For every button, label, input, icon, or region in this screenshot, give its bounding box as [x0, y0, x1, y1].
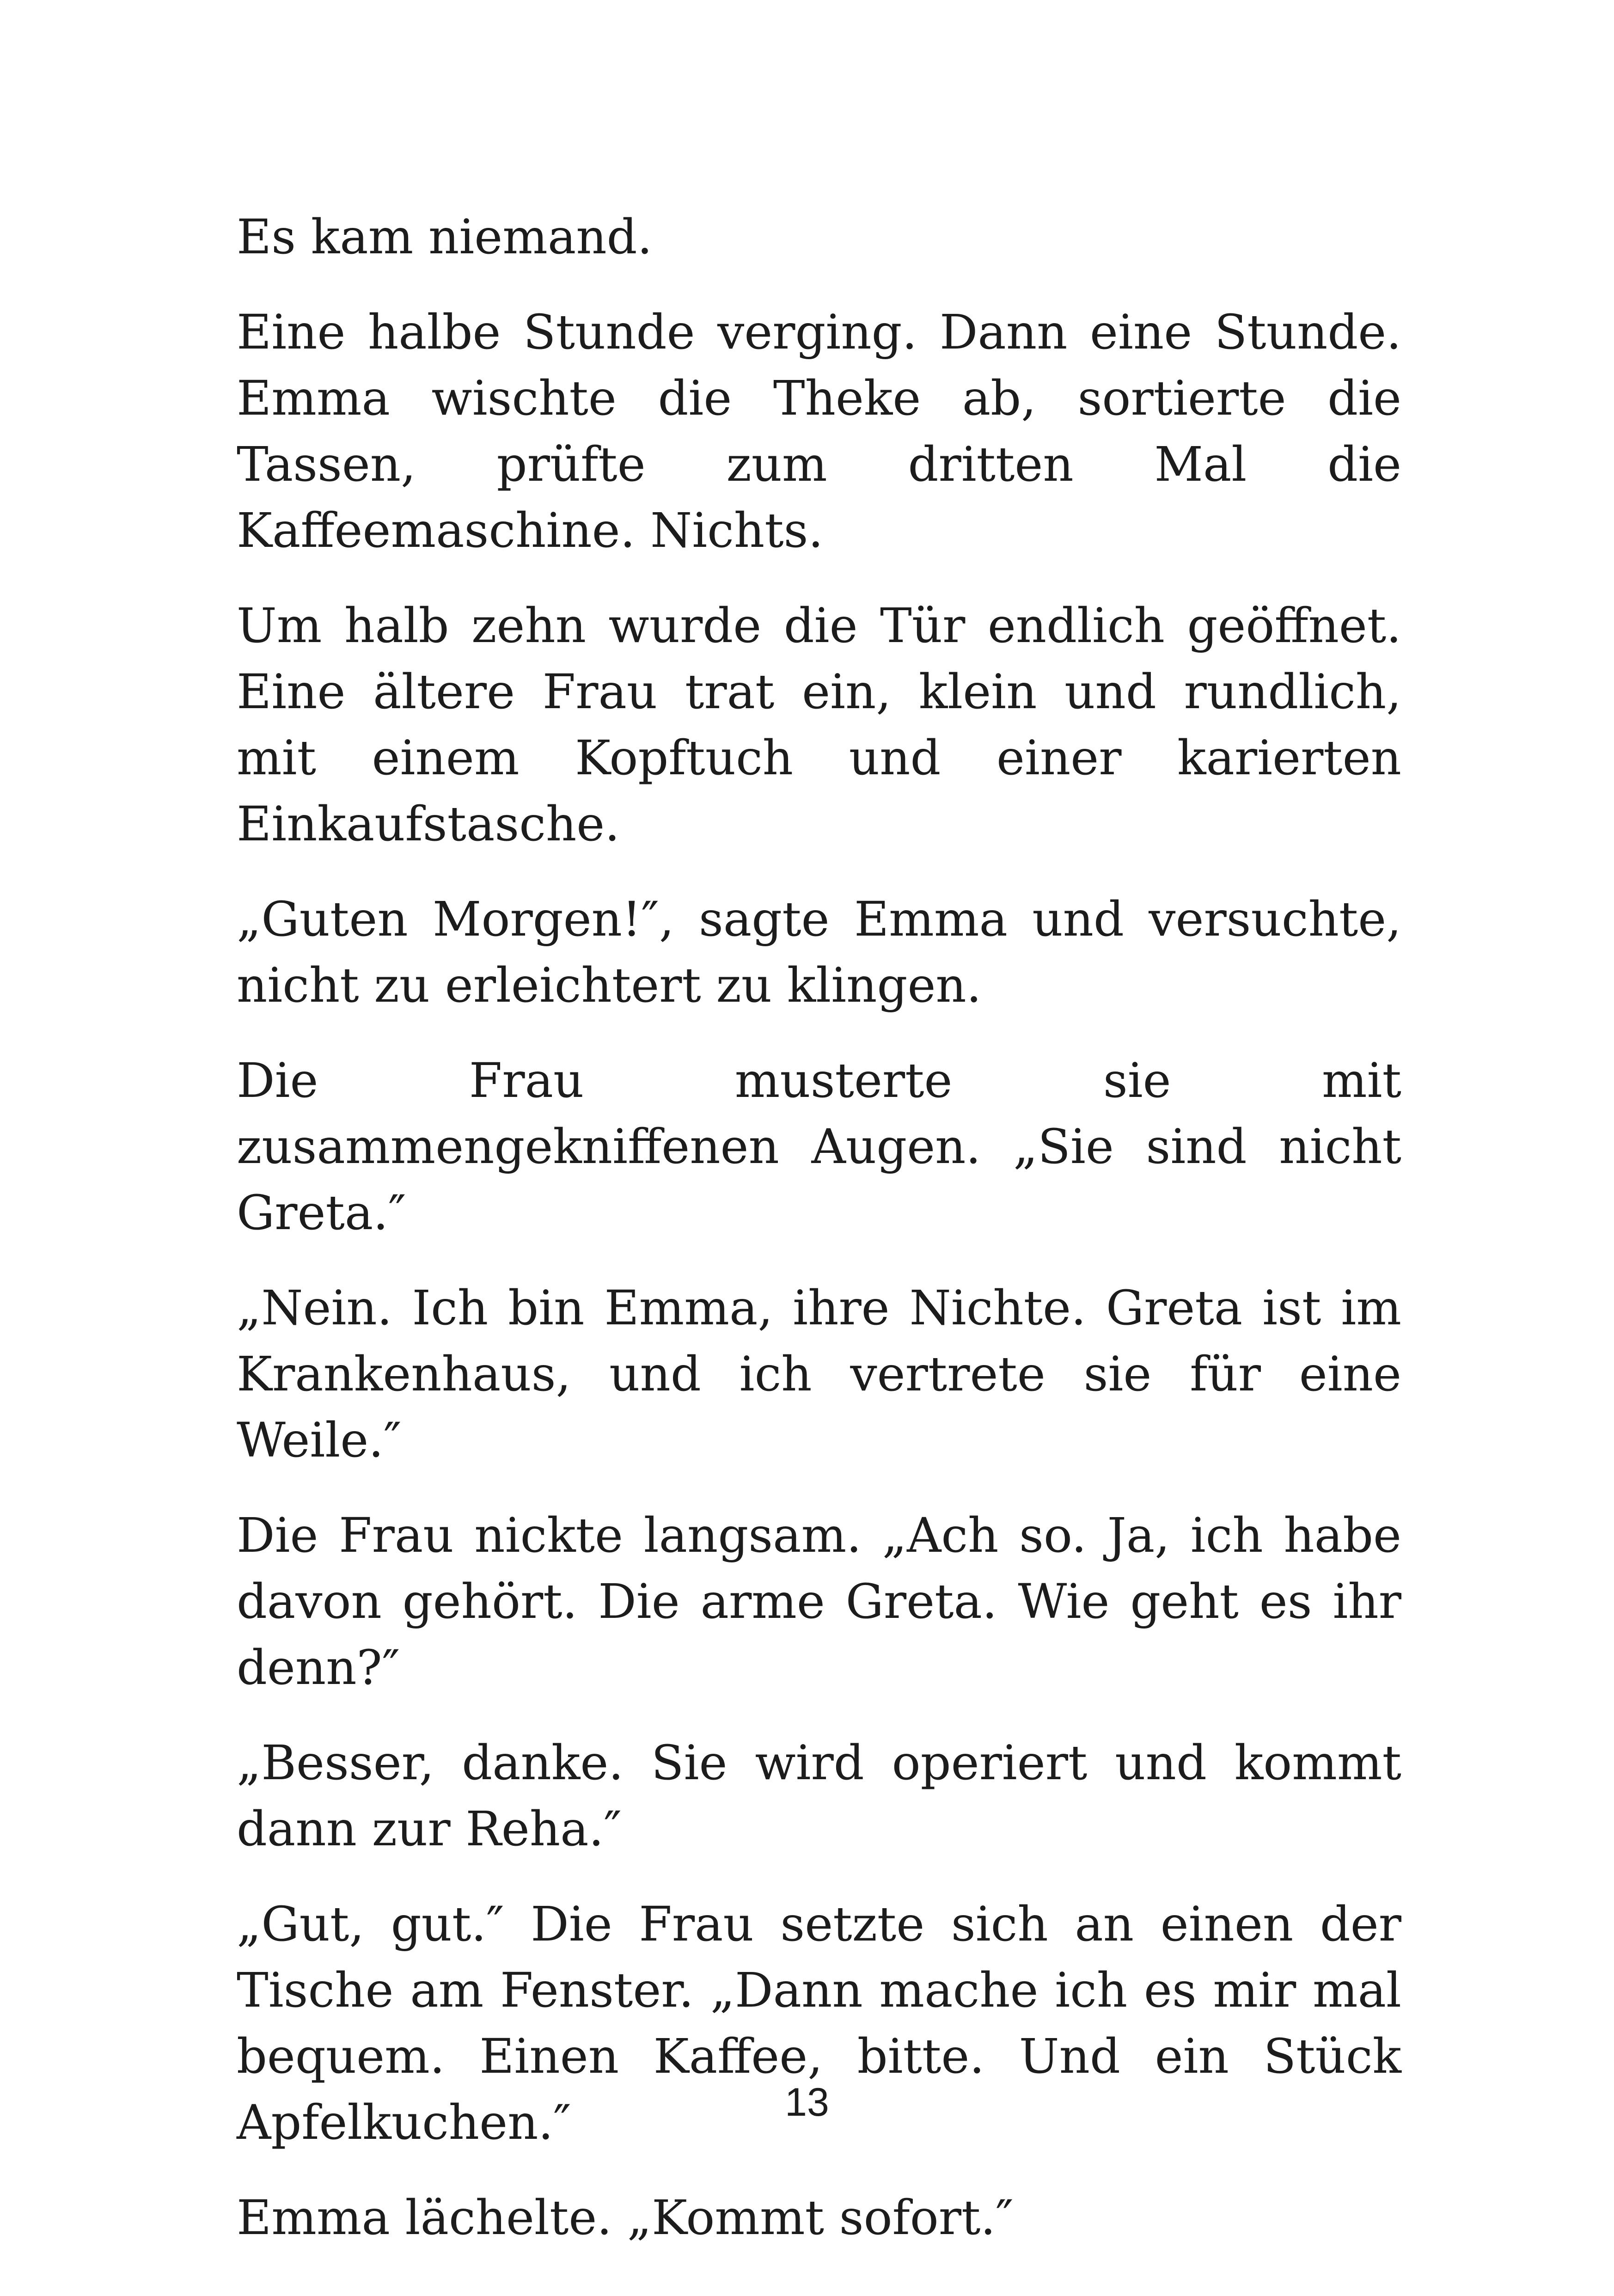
paragraph: Eine halbe Stunde verging. Dann eine Stunde. Emma wischte die Theke ab, sortierte die Tassen, prüfte zum dritten Mal die Kaffeemaschine. Nichts. — [237, 305, 1401, 558]
paragraph: „Nein. Ich bin Emma, ihre Nichte. Greta ist im Krankenhaus, und ich vertrete sie für eine Weile.″ — [237, 1280, 1401, 1468]
paragraph: Es kam niemand. — [237, 209, 653, 265]
paragraph: „Gut, gut.″ Die Frau setzte sich an einen der Tische am Fenster. „Dann mache ich es mir mal bequem. Einen Kaffee, bitte. Und ein Stück Apfelkuchen.″ — [237, 1897, 1401, 2150]
paragraph: Emma lächelte. „Kommt sofort.″ — [237, 2190, 1014, 2246]
paragraph: „Besser, danke. Sie wird operiert und kommt dann zur Reha.″ — [237, 1735, 1401, 1857]
paragraph: Die Frau nickte langsam. „Ach so. Ja, ich habe davon gehört. Die arme Greta. Wie geht es ihr denn?″ — [237, 1508, 1401, 1696]
paragraph: Die Frau musterte sie mit zusammengekniffenen Augen. „Sie sind nicht Greta.″ — [237, 1053, 1401, 1241]
body-text — [237, 204, 1401, 2280]
page-number: 13 — [785, 2080, 829, 2125]
paragraph: Um halb zehn wurde die Tür endlich geöffnet. Eine ältere Frau trat ein, klein und rundlich, mit einem Kopftuch und einer karierten Einkaufstasche. — [237, 598, 1401, 852]
paragraph: „Guten Morgen!″, sagte Emma und versuchte, nicht zu erleichtert zu klingen. — [237, 892, 1401, 1013]
